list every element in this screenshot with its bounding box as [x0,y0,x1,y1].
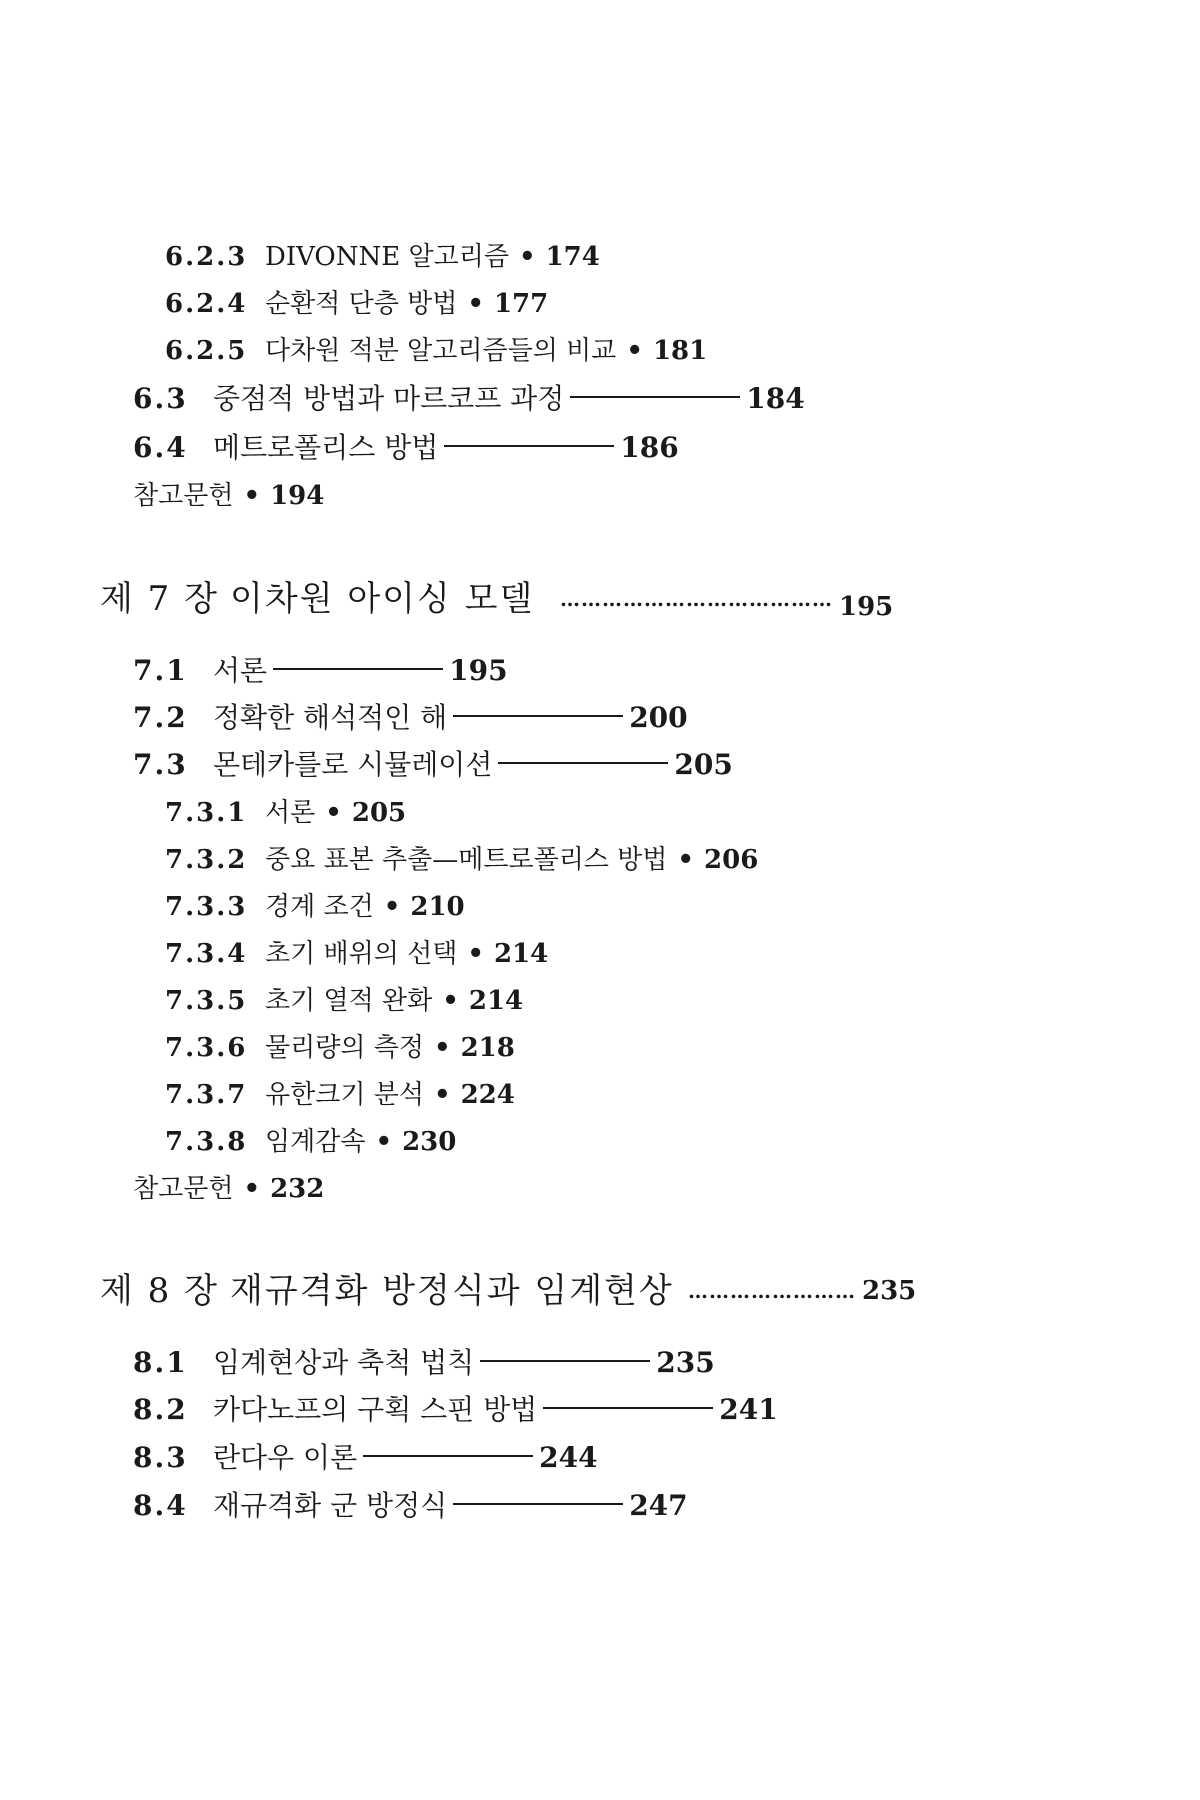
section-number: 7.3.6 [165,1033,248,1063]
section-title: 초기 열적 완화 [265,986,433,1016]
page-number: 195 [449,654,508,687]
page-number: 194 [270,481,325,511]
bullet-separator: • [433,1080,451,1110]
toc-entry-6-4[interactable] [133,431,679,464]
chapter-number: 제 8 장 [100,1271,219,1311]
section-number: 7.3.5 [165,986,248,1016]
section-title: 메트로폴리스 방법 [213,431,439,464]
page-number: 214 [468,986,524,1016]
section-number: 7.3.3 [165,892,248,922]
page-number: 244 [539,1441,598,1474]
page-number: 177 [493,289,549,319]
toc-entry-references-ch7[interactable] [133,1176,324,1202]
section-title: 경계 조건 [265,892,374,922]
toc-entry-8-3[interactable] [133,1441,598,1474]
page-number: 206 [704,845,759,875]
bullet-separator: • [243,481,261,511]
page-number: 210 [410,892,465,922]
chapter-title: 재규격화 방정식과 임계현상 [230,1271,674,1311]
section-title: 란다우 이론 [213,1441,358,1474]
page-number: 230 [402,1127,457,1157]
leader-rule [543,1407,713,1409]
chapter-heading-7[interactable] [100,579,894,622]
section-title: 다차원 적분 알고리즘들의 비교 [265,336,617,366]
page-number: 218 [460,1033,515,1063]
section-title: 서론 [265,798,316,828]
section-title: 순환적 단층 방법 [265,289,458,319]
toc-entry-6-3[interactable] [133,382,805,415]
toc-entry-8-1[interactable] [133,1346,715,1379]
section-title: 임계감속 [265,1127,366,1157]
bullet-separator: • [677,845,695,875]
page-number: 186 [620,431,679,464]
leader-rule [363,1455,533,1457]
section-number: 8.1 [133,1346,188,1379]
toc-entry-7-2[interactable] [133,701,688,734]
section-title: 임계현상과 축척 법칙 [213,1346,475,1379]
page-number: 200 [629,701,688,734]
section-title: 중점적 방법과 마르코프 과정 [213,382,565,415]
toc-entry-7-3-6[interactable] [165,1035,515,1061]
section-number: 6.2.4 [165,289,248,319]
section-number: 7.3.2 [165,845,248,875]
references-title: 참고문헌 [133,481,234,511]
toc-entry-7-3-5[interactable] [165,988,523,1014]
section-title: 유한크기 분석 [265,1080,424,1110]
leader-rule [570,396,740,398]
bullet-separator: • [243,1174,261,1204]
page-number: 235 [656,1346,715,1379]
bullet-separator: • [442,986,459,1016]
chapter-title: 이차원 아이싱 모델 [230,579,535,619]
section-number: 7.3 [133,748,188,781]
toc-entry-7-1[interactable] [133,654,508,687]
leader-rule [453,715,623,717]
leader-rule [453,1503,623,1505]
bullet-separator: • [383,892,401,922]
page-number: 174 [545,242,600,272]
section-title: 몬테카를로 시뮬레이션 [213,748,493,781]
section-number: 7.3.7 [165,1080,248,1110]
section-title: 서론 [213,654,268,687]
section-title: 카다노프의 구획 스핀 방법 [213,1393,538,1426]
section-number: 8.2 [133,1393,188,1426]
toc-entry-7-3-8[interactable] [165,1129,456,1155]
bullet-separator: • [467,289,484,319]
page-number: 247 [629,1489,688,1522]
toc-entry-6-2-3[interactable] [165,244,600,270]
page-number: 181 [652,336,708,366]
page-number: 241 [719,1393,778,1426]
page-number: 195 [839,592,894,622]
page-number: 184 [746,382,805,415]
bullet-separator: • [626,336,643,366]
toc-entry-7-3-4[interactable] [165,941,548,967]
section-number: 7.3.4 [165,939,248,969]
chapter-number: 제 7 장 [100,579,219,619]
section-title: 재규격화 군 방정식 [213,1489,448,1522]
toc-entry-7-3-3[interactable] [165,894,465,920]
toc-entry-7-3-2[interactable] [165,847,758,873]
section-title: 정확한 해석적인 해 [213,701,448,734]
dot-leader: …………………… [688,1279,856,1303]
leader-rule [273,668,443,670]
section-title: 중요 표본 추출—메트로폴리스 방법 [265,845,668,875]
leader-rule [444,445,614,447]
toc-entry-7-3[interactable] [133,748,733,781]
page-number: 232 [270,1174,325,1204]
toc-entry-6-2-5[interactable] [165,338,707,364]
chapter-heading-8[interactable] [100,1271,917,1311]
toc-entry-7-3-7[interactable] [165,1082,515,1108]
page-number: 214 [493,939,549,969]
section-number: 8.4 [133,1489,188,1522]
dot-leader: ………………………………… [560,587,833,611]
section-number: 7.3.8 [165,1127,248,1157]
toc-entry-8-2[interactable] [133,1393,778,1426]
section-number: 6.3 [133,382,188,415]
page-number: 224 [460,1080,515,1110]
section-number: 6.4 [133,431,188,464]
leader-rule [498,762,668,764]
section-title: DIVONNE 알고리즘 [265,242,509,272]
bullet-separator: • [433,1033,451,1063]
bullet-separator: • [325,798,342,828]
section-title: 초기 배위의 선택 [265,939,458,969]
page-number: 205 [351,798,407,828]
page-number: 235 [862,1276,917,1306]
toc-entry-references-ch6[interactable] [133,483,324,509]
section-number: 6.2.3 [165,242,248,272]
toc-entry-8-4[interactable] [133,1489,688,1522]
section-title: 물리량의 측정 [265,1033,424,1063]
bullet-separator: • [467,939,484,969]
bullet-separator: • [518,242,536,272]
section-number: 6.2.5 [165,336,248,366]
bullet-separator: • [375,1127,393,1157]
section-number: 7.1 [133,654,188,687]
references-title: 참고문헌 [133,1174,234,1204]
toc-entry-6-2-4[interactable] [165,291,548,317]
section-number: 8.3 [133,1441,188,1474]
leader-rule [480,1360,650,1362]
page-number: 205 [674,748,733,781]
section-number: 7.2 [133,701,188,734]
toc-entry-7-3-1[interactable] [165,800,406,826]
section-number: 7.3.1 [165,798,248,828]
